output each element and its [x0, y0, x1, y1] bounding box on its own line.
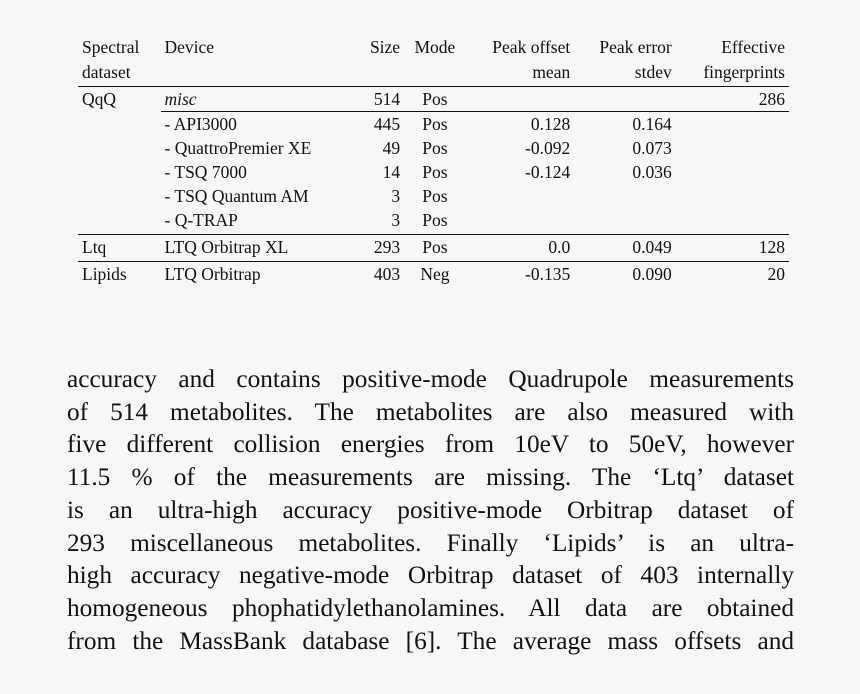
- header-size: Size: [369, 37, 401, 57]
- cell-size: 514: [356, 87, 404, 112]
- header-device-line2: [161, 60, 356, 87]
- header-effective: Effective: [721, 37, 785, 57]
- cell-mode: Pos: [422, 186, 448, 206]
- table-row: [78, 112, 789, 137]
- cell-fingerprints: 286: [676, 87, 789, 112]
- header-row-2: [78, 60, 789, 87]
- header-device: Device: [164, 37, 215, 57]
- header-size-line2: [356, 60, 404, 87]
- cell-offset: -0.135: [466, 262, 574, 287]
- cell-device: LTQ Orbitrap XL: [161, 235, 356, 262]
- cell-fingerprints: [676, 208, 789, 235]
- table-row: [78, 208, 789, 235]
- cell-device: misc: [161, 87, 356, 112]
- cell-error: 0.049: [574, 235, 676, 262]
- cell-offset: -0.124: [525, 162, 571, 182]
- table-body: [78, 87, 789, 287]
- cell-dataset: QqQ: [78, 87, 161, 112]
- paragraph-line: five different collision energies from 10eV to 50eV, however: [67, 430, 794, 459]
- cell-fingerprints: [676, 160, 789, 184]
- cell-fingerprints: 128: [676, 235, 789, 262]
- cell-dataset: Ltq: [78, 235, 161, 262]
- cell-dataset: [78, 184, 161, 208]
- header-mode-line2: [404, 60, 466, 87]
- cell-error: 0.164: [574, 112, 676, 137]
- cell-error: 0.036: [632, 162, 672, 182]
- cell-error: [574, 87, 676, 112]
- body-paragraph: [67, 363, 794, 657]
- cell-dataset: [78, 112, 161, 137]
- cell-size: 14: [382, 162, 401, 182]
- cell-dataset: [78, 160, 161, 184]
- cell-dataset: [78, 136, 161, 160]
- cell-fingerprints: [676, 112, 789, 137]
- cell-device: LTQ Orbitrap: [161, 262, 356, 287]
- cell-offset: [466, 208, 574, 235]
- cell-offset: -0.092: [525, 138, 571, 158]
- header-peak-offset-line2: mean: [532, 62, 571, 82]
- cell-mode: Neg: [404, 262, 466, 287]
- cell-offset: 0.0: [466, 235, 574, 262]
- cell-device: - Q-TRAP: [164, 210, 238, 230]
- cell-size: 403: [356, 262, 404, 287]
- cell-dataset: [78, 208, 161, 235]
- header-spectral-dataset-line2: dataset: [82, 62, 131, 82]
- cell-mode: Pos: [404, 87, 466, 112]
- cell-offset: [466, 87, 574, 112]
- cell-fingerprints: 20: [676, 262, 789, 287]
- cell-error: [574, 208, 676, 235]
- cell-device: - TSQ 7000: [164, 162, 247, 182]
- table-row: [78, 184, 789, 208]
- header-effective-line2: fingerprints: [703, 62, 785, 82]
- paragraph-line: 293 miscellaneous metabolites. Finally ‘Lipids’ is an ultra-: [67, 528, 794, 557]
- cell-size: 3: [391, 186, 401, 206]
- cell-error: 0.090: [574, 262, 676, 287]
- cell-size: 445: [356, 112, 404, 137]
- cell-dataset: Lipids: [78, 262, 161, 287]
- cell-mode: Pos: [422, 162, 448, 182]
- header-mode: Mode: [414, 37, 456, 57]
- paragraph-line: homogeneous phophatidylethanolamines. All data are obtained: [67, 593, 794, 622]
- cell-mode: Pos: [404, 112, 466, 137]
- cell-error: 0.073: [632, 138, 672, 158]
- table-header: [78, 35, 789, 87]
- table-row: [78, 87, 789, 112]
- paragraph-line: is an ultra-high accuracy positive-mode Orbitrap dataset of: [67, 495, 794, 524]
- cell-size: 49: [382, 138, 401, 158]
- cell-size: 3: [391, 210, 401, 230]
- cell-device: - API3000: [161, 112, 356, 137]
- table-row: [78, 160, 789, 184]
- paragraph-line: 11.5 % of the measurements are missing. The ‘Ltq’ dataset: [67, 463, 794, 492]
- cell-device: - QuattroPremier XE: [164, 138, 312, 158]
- header-peak-error-line2: stdev: [634, 62, 672, 82]
- paragraph-line: accuracy and contains positive-mode Quadrupole measurements: [67, 365, 794, 393]
- cell-fingerprints: [676, 184, 789, 208]
- results-table: [78, 35, 789, 286]
- paragraph-line: high accuracy negative-mode Orbitrap dataset of 403 internally: [67, 561, 794, 590]
- table-row: [78, 136, 789, 160]
- header-row-1: [78, 35, 789, 60]
- cell-offset: 0.128: [466, 112, 574, 137]
- cell-fingerprints: [676, 136, 789, 160]
- header-spectral-dataset: Spectral: [82, 37, 140, 57]
- paragraph-line: of 514 metabolites. The metabolites are also measured with: [67, 397, 794, 426]
- header-peak-error: Peak error: [599, 37, 672, 57]
- cell-size: 293: [356, 235, 404, 262]
- cell-mode: Pos: [422, 210, 448, 230]
- cell-device: - TSQ Quantum AM: [164, 186, 309, 206]
- cell-mode: Pos: [422, 138, 448, 158]
- table-row: [78, 235, 789, 262]
- cell-offset: [466, 184, 574, 208]
- header-peak-offset: Peak offset: [492, 37, 571, 57]
- cell-error: [574, 184, 676, 208]
- table-row: [78, 262, 789, 287]
- cell-mode: Pos: [404, 235, 466, 262]
- paragraph-line: from the MassBank database [6]. The average mass offsets and: [67, 626, 794, 655]
